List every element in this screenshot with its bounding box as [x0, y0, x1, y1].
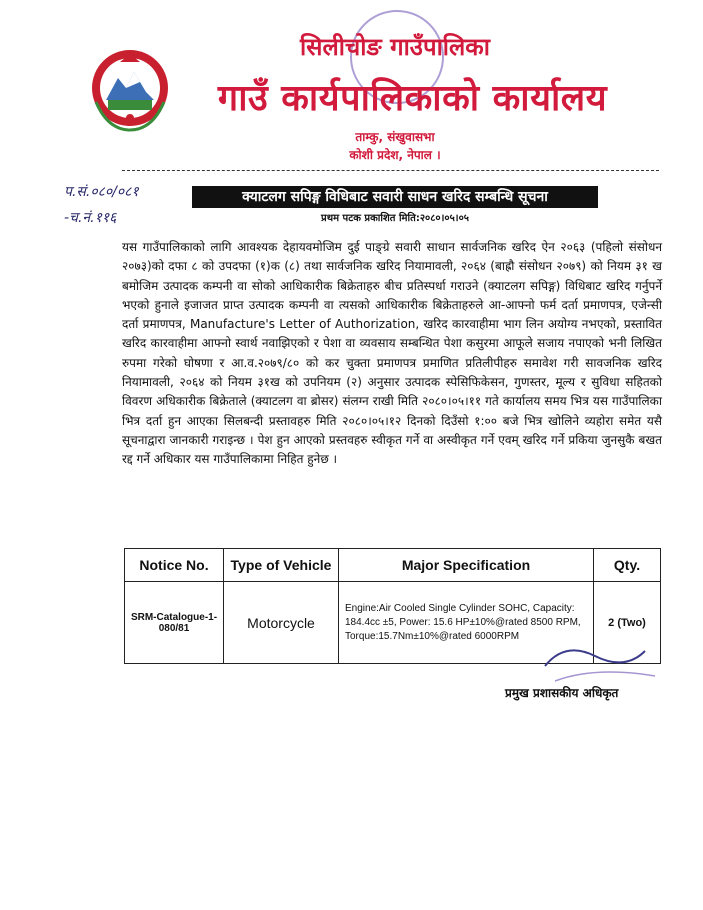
cell-qty: 2 (Two)	[594, 582, 661, 664]
municipality-name: सिलीचोङ गाउँपालिका	[300, 33, 490, 61]
header-notice-no: Notice No.	[125, 549, 224, 582]
header-qty: Qty.	[594, 549, 661, 582]
dispatch-number: -च.नं.११६	[64, 210, 117, 226]
signatory-title: प्रमुख प्रशासकीय अधिकृत	[505, 686, 619, 700]
address-line-1: ताम्कु, संखुवासभा	[355, 130, 435, 144]
cell-notice-no: SRM-Catalogue-1-080/81	[125, 582, 224, 664]
publish-date: प्रथम पटक प्रकाशित मिति:२०८०।०५।०५	[321, 213, 469, 224]
table-header-row	[125, 549, 661, 582]
nepal-emblem-logo	[88, 42, 172, 134]
header-specification: Major Specification	[339, 549, 594, 582]
header-vehicle-type: Type of Vehicle	[224, 549, 339, 582]
address-line-2: कोशी प्रदेश, नेपाल ।	[349, 148, 441, 162]
cell-specification: Engine:Air Cooled Single Cylinder SOHC, Capacity: 184.4cc ±5, Power: 15.6 HP±10%@rated 8500 RPM, Torque:15.7Nm±10%@rated 6000RPM	[339, 582, 594, 664]
header-divider	[122, 170, 659, 171]
letter-number: प.सं.०८०/०८१	[64, 184, 139, 200]
office-name: गाउँ कार्यपालिकाको कार्यालय	[217, 78, 608, 119]
notice-body: यस गाउँपालिकाको लागि आवश्यक देहायवमोजिम दुई पाङ्ग्रे सवारी साधान सार्वजनिक खरिद ऐन २०६३ (पहिलो संसोधन २०७३)को दफा ८ को उपदफा (१)क (८) तथा सार्वजनिक खरिद नियामावली, २०६४ (बाह्रौ संसोधन २०७९) को नियम ३१ ख बमोजिम उत्पादक कम्पनी वा सोको आधिकारीक बिक्रेताहरु बीच प्रतिस्पर्धा गराउने (क्याटलग सपिङ्ग) विधिबाट खरिद गर्नुपर्ने भएको हुनाले इजाजत प्राप्त उत्पादक कम्पनी वा त्यसको आधिकारीक बिक्रेताहरुले आ-आफ्नो फर्म दर्ता प्रमाणपत्र, एजेन्सी दर्ता प्रमाणपत्र, Manufacture's Letter of Authorization, खरिद कारवाहीमा भाग लिन अयोग्य नभएको, प्रस्तावित खरिद कारवाहीमा आफ्नो स्वार्थ नवाझिएको र पेशा वा व्यवसाय सम्बन्धित पेशा कसुरमा आफूले सजाय नपाएको भनी लिखित रुपमा गरेको घोषणा र आ.व.२०७९/८० को कर चुक्ता प्रमाणपत्र प्रमाणित प्रतिलीपीहरु समावेश गरी सावजनिक खरिद नियामावली, २०६४ को नियम ३१ख को उपनियम (२) अनुसार उत्पादक स्पेसिफिकेसन, गुणस्तर, मूल्य र सुविधा सहितको विवरण अधिकारीक बिक्रेताले (क्याटलग वा ब्रोसर) संलग्न राखी मिति २०८०।०५।११ गते कार्यालय समय भित्र यस गाउँपालिका भित्र दर्ता हुन आएका सिलबन्दी प्रस्तावहरु मिति २०८०।०५।१२ दिनको दिउँसो १:०० बजे भित्र खोलिने व्यहोरा समेत यसै सूचनाद्वारा जानकारी गराइन्छ । पेश हुन आएको प्रस्तवहरु स्वीकृत गर्ने वा अस्वीकृत गर्ने एवम् खरिद गर्ने प्रकिया जुनसुकै बखत रद्द गर्ने अधिकार यस गाउँपालिकामा निहित हुनेछ ।	[122, 240, 662, 467]
notice-title: क्याटलग सपिङ्ग विधिबाट सवारी साधन खरिद सम्बन्धि सूचना	[192, 186, 598, 208]
cell-vehicle: Motorcycle	[224, 582, 339, 664]
